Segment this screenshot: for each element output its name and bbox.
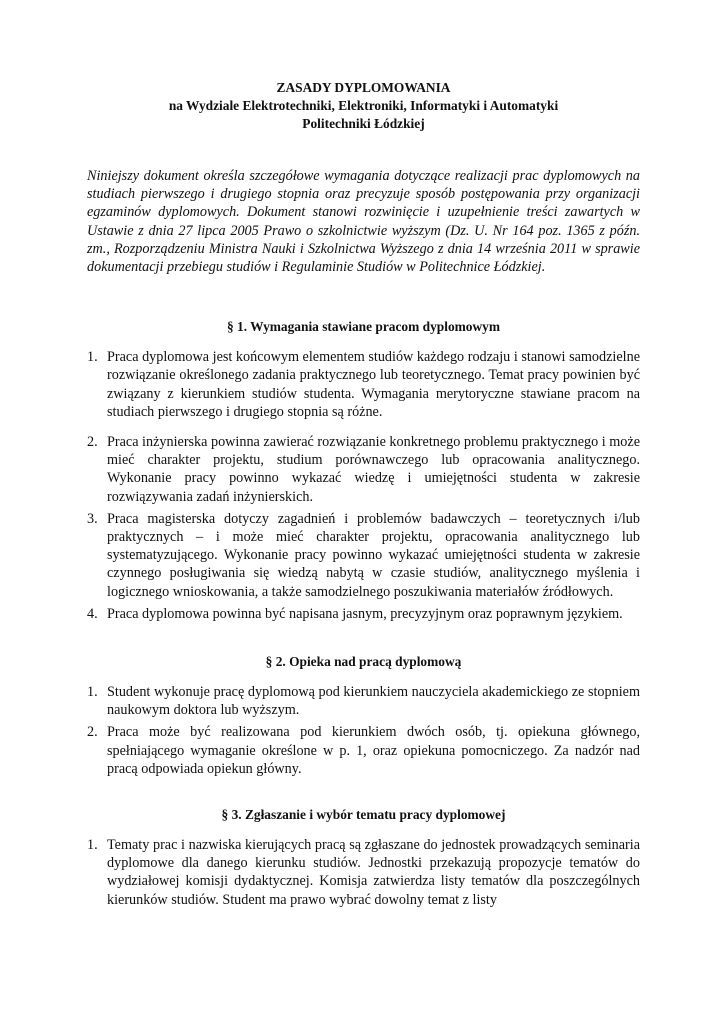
item-text: Student wykonuje pracę dyplomową pod kierunkiem nauczyciela akademickiego ze stopniem naukowym doktora lub wyższym.: [107, 684, 640, 719]
list-item: [87, 683, 640, 719]
item-text: Praca może być realizowana pod kierunkiem dwóch osób, tj. opiekuna głównego, spełniającego wymaganie określone w p. 1, oraz opiekuna pomocniczego. Za nadzór nad pracą odpowiada opiekun główny.: [107, 724, 640, 777]
subtitle-university: Politechniki Łódzkiej: [302, 116, 425, 131]
title-line: ZASADY DYPLOMOWANIA: [276, 80, 451, 95]
document-title: [87, 79, 640, 133]
list-item: [87, 723, 640, 778]
document-content: [87, 79, 640, 909]
item-number: 1.: [87, 837, 98, 854]
item-number: 4.: [87, 605, 98, 622]
item-number: 3.: [87, 510, 98, 527]
item-text: Tematy prac i nazwiska kierujących pracą są zgłaszane do jednostek prowadzących seminaria dyplomowe dla danego kierunku studiów. Jednostki przekazują propozycje tematów do wydziałowej komisji dydaktycznej. Komisja zatwierdza listy tematów dla poszczególnych kierunków studiów. Student ma prawo wybrać dowolny temat z listy: [107, 837, 640, 908]
section-list: [87, 683, 640, 778]
list-item: [87, 348, 640, 421]
item-text: Praca inżynierska powinna zawierać rozwiązanie konkretnego problemu praktycznego i może mieć charakter projektu, studium porównawczego lub opracowania analitycznego. Wykonanie pracy powinno wykazać wiedzę i umiejętności studenta w zakresie rozwiązywania zadań inżynierskich.: [107, 434, 640, 505]
item-number: 2.: [87, 434, 98, 451]
item-number: 2.: [87, 724, 98, 741]
item-text: Praca magisterska dotyczy zagadnień i problemów badawczych – teoretycznych i/lub praktycznych – i może mieć charakter projektu, opracowania analitycznego lub systematyzującego. Wykonanie pracy powinno wykazać umiejętności studenta w zakresie czynnego posługiwania się wiedzą nabytą w czasie studiów, analitycznego myślenia i logicznego wnioskowania, a także samodzielnego poszukiwania materiałów źródłowych.: [107, 510, 640, 600]
item-text: Praca dyplomowa powinna być napisana jasnym, precyzyjnym oraz poprawnym językiem.: [107, 605, 623, 622]
section-heading: § 3. Zgłaszanie i wybór tematu pracy dyplomowej: [221, 807, 506, 823]
section-heading: § 1. Wymagania stawiane pracom dyplomowym: [226, 319, 501, 335]
item-number: 1.: [87, 684, 98, 701]
section-list: [87, 836, 640, 909]
subtitle-faculty: na Wydziale Elektrotechniki, Elektroniki, Informatyki i Automatyki: [168, 98, 559, 113]
item-text: Praca dyplomowa jest końcowym elementem studiów każdego rodzaju i stanowi samodzielne rozwiązanie określonego zadania praktycznego lub teoretycznego. Temat pracy powinien być związany z kierunkiem studiów studenta. Wymagania merytoryczne stawiane pracom na studiach pierwszego i drugiego stopnia są różne.: [107, 349, 640, 420]
list-item: [87, 836, 640, 909]
list-item: [87, 510, 640, 601]
section-list: [87, 348, 640, 623]
list-item: [87, 433, 640, 506]
intro-paragraph: Niniejszy dokument określa szczegółowe wymagania dotyczące realizacji prac dyplomowych na studiach pierwszego i drugiego stopnia oraz precyzuje sposób postępowania przy organizacji egzaminów dyplomowych. Dokument stanowi rozwinięcie i uzupełnienie treści zawartych w Ustawie z dnia 27 lipca 2005 Prawo o szkolnictwie wyższym (Dz. U. Nr 164 poz. 1365 z późn. zm., Rozporządzeniu Ministra Nauki i Szkolnictwa Wyższego z dnia 14 września 2011 w sprawie dokumentacji przebiegu studiów i Regulaminie Studiów w Politechnice Łódzkiej.: [87, 168, 640, 276]
section-heading: § 2. Opieka nad pracą dyplomową: [265, 654, 462, 670]
item-number: 1.: [87, 349, 98, 366]
list-item: [87, 605, 640, 623]
